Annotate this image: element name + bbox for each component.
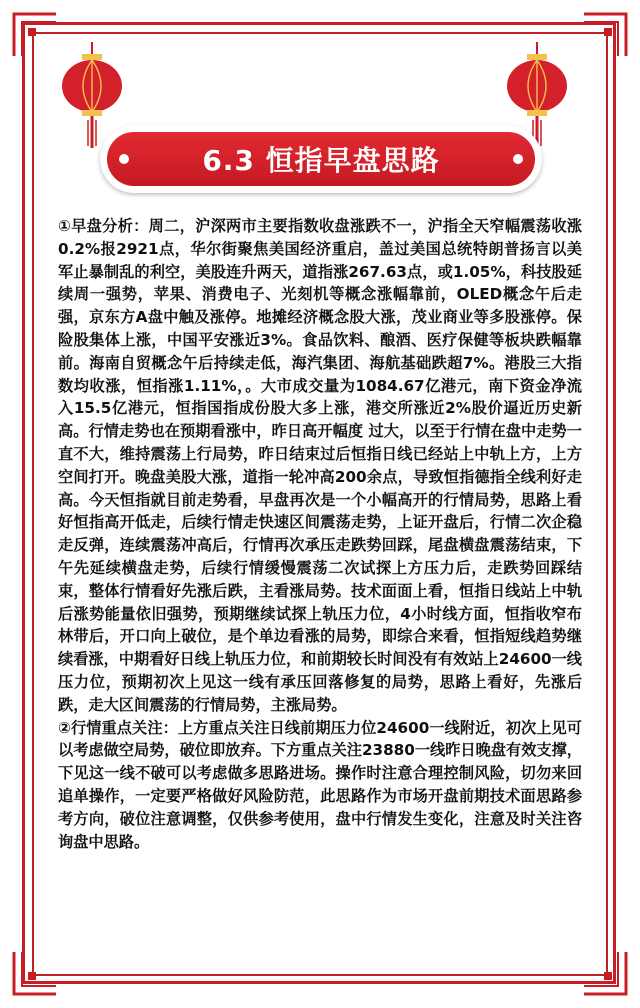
title-pill <box>107 132 535 186</box>
corner-ornament-icon <box>12 950 58 996</box>
corner-ornament-icon <box>12 12 58 58</box>
paragraph-morning-analysis: ①早盘分析：周二，沪深两市主要指数收盘涨跌不一，沪指全天窄幅震荡收涨0.2%报2921点，华尔街聚焦美国经济重启，盖过美国总统特朗普扬言以美军止暴制乱的利空，美股连升两天，道指涨267.63点，或1.05%，科技股延续周一强势，苹果、消费电子、光刻机等概念涨幅靠前，OLED概念午后走强，京东方A盘中触及涨停。地摊经济概念股大涨，茂业商业等多股涨停。保险股集体上涨，中国平安涨近3%。食品饮料、酿酒、医疗保健等板块跌幅靠前。海南自贸概念午后持续走低，海汽集团、海航基础跌超7%。港股三大指数均收涨，恒指涨1.11%，。大市成交量为1084.67亿港元，南下资金净流入15.5亿港元，恒指国指成份股大多上涨，港交所涨近2%股价逼近历史新高。行情走势也在预期看涨中，昨日高开幅度 过大，以至于行情在盘中走势一直不大，维持震荡上行局势，昨日结束过后恒指日线已经站上中轨上方，上方空间打开。晚盘美股大涨，道指一轮冲高200余点，导致恒指德指全线利好走高。今天恒指就目前走势看，早盘再次是一个小幅高开的行情局势，思路上看好恒指高开低走，后续行情走快速区间震荡走势，上证开盘后，行情二次企稳走反弹，连续震荡冲高后，行情再次承压走跌势回踩，尾盘横盘震荡结束，下午先延续横盘走势，后续行情缓慢震荡二次试探上方压力后，走跌势回踩结束，整体行情看好先涨后跌，主看涨局势。技术面面上看，恒指日线站上中轨后涨势能量依旧强势，预期继续试探上轨压力位，4小时线方面，恒指收窄布林带后，开口向上破位，是个单边看涨的局势，即综合来看，恒指短线趋势继续看涨，中期看好日线上轨压力位，和前期较长时间没有有效站上24600一线压力位，预期初次上见这一线有承压回落修复的局势，思路上看好，先涨后跌，走大区间震荡的行情局势，主涨局势。 <box>58 217 582 714</box>
corner-ornament-icon <box>582 12 628 58</box>
title-dot-right <box>513 154 523 164</box>
title-banner <box>100 125 542 193</box>
page-title: 6.3 恒指早盘思路 <box>202 144 440 177</box>
corner-ornament-icon <box>582 950 628 996</box>
paragraph-key-focus: ②行情重点关注：上方重点关注日线前期压力位24600一线附近，初次上见可以考虑做空局势，破位即放弃。下方重点关注23880一线昨日晚盘有效支撑，下见这一线不破可以考虑做多思路进场。操作时注意合理控制风险，切勿来回追单操作，一定要严格做好风险防范，此思路作为市场开盘前期技术面思路参考方向，破位注意调整，仅供参考使用，盘中行情发生变化，注意及时关注咨询盘中思路。 <box>58 718 582 851</box>
article-body <box>58 215 582 853</box>
title-dot-left <box>119 154 129 164</box>
